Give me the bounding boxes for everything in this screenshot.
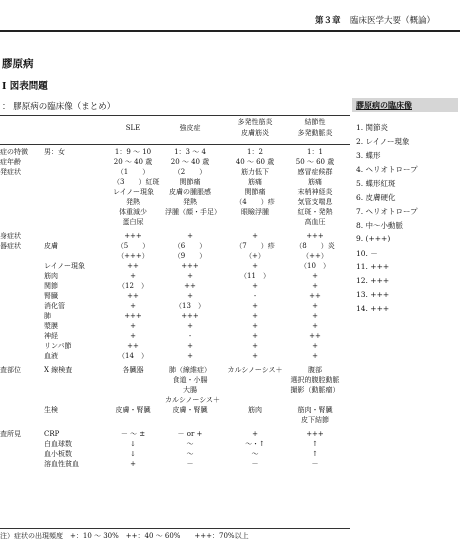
general-cell: 1：9 ～ 10 — [114, 148, 152, 156]
organs-cell: + — [252, 232, 258, 240]
symptom-cell: 高血圧 — [304, 218, 326, 226]
exam-cell: カルシノーシス＋ — [227, 366, 283, 374]
labs-cell: － — [186, 460, 194, 468]
answer-item: 9. (+++) — [356, 234, 391, 243]
organs-cell: + — [312, 322, 318, 330]
organs-cell: +++ — [181, 312, 199, 320]
organs-cell: + — [312, 352, 318, 360]
organs-cell: 皮膚 — [44, 242, 58, 250]
organs-cell: （9 ） — [173, 252, 207, 260]
answer-item: 10. － — [356, 249, 378, 258]
answer-item: 12. +++ — [356, 276, 390, 285]
general-cell: 1：3 ～ 4 — [174, 148, 206, 156]
table-header-rule — [0, 144, 350, 145]
table-bottom-rule — [0, 528, 350, 529]
organs-cell: 漿膜 — [44, 322, 58, 330]
header-scleroderma: 強皮症 — [179, 124, 201, 132]
labs-cell: + — [252, 430, 258, 438]
labs-cell: ↑ — [312, 450, 318, 458]
answer-item: 13. +++ — [356, 290, 390, 299]
labs-cell: 溶血性貧血 — [44, 460, 79, 468]
organs-cell: +++ — [306, 232, 324, 240]
organs-cell: （12 ） — [118, 282, 148, 290]
organs-cell: + — [252, 342, 258, 350]
exam-cell: 選択的腹腔動脈 — [290, 376, 340, 384]
organs-cell: ++ — [184, 282, 196, 290]
answer-item: 11. +++ — [356, 262, 390, 271]
organs-cell: （8 ）炎 — [295, 242, 335, 250]
exam-cell: 腹部 — [308, 366, 322, 374]
organs-cell: ++ — [127, 292, 139, 300]
subsection-marker: Ⅰ — [2, 81, 10, 92]
organs-cell: 腎臓 — [44, 292, 58, 300]
symptom-cell: 筋痛 — [308, 178, 322, 186]
organs-cell: （5 ） — [116, 242, 150, 250]
labs-cell: + — [130, 460, 136, 468]
organs-cell: + — [130, 272, 136, 280]
general-cell: 20 ～ 40 歳 — [170, 158, 210, 166]
subsection-title: Ⅰ 図表問題 — [2, 81, 48, 92]
general-cell: 40 ～ 60 歳 — [235, 158, 275, 166]
answer-item: 5. 蝶形紅斑 — [356, 179, 396, 188]
organs-cell: + — [312, 312, 318, 320]
organs-cell: + — [130, 332, 136, 340]
organs-cell: ++ — [127, 342, 139, 350]
organs-cell: + — [252, 282, 258, 290]
table-title: ： 膠原病の臨床像（まとめ） — [2, 102, 116, 112]
labs-cell: － — [251, 460, 259, 468]
organs-cell: + — [187, 292, 193, 300]
symptom-cell: 発熱 — [183, 198, 197, 206]
organs-cell: （7 ）疹 — [235, 242, 275, 250]
answer-item: 1. 関節炎 — [356, 123, 389, 132]
exam-cell: カルシノーシス＋ — [165, 396, 220, 404]
exam-cell: 食道・小腸 — [172, 376, 208, 384]
organs-cell: + — [252, 312, 258, 320]
organs-cell: 身症状 — [0, 232, 21, 240]
general-cell: 男：女 — [44, 148, 65, 156]
answer-item: 7. ヘリオトロープ — [356, 207, 418, 216]
general-cell: 1：2 — [247, 148, 263, 156]
labs-cell: 査所見 — [0, 430, 21, 438]
organs-cell: +++ — [124, 232, 142, 240]
labs-cell: 血小板数 — [44, 450, 72, 458]
header-pan-1: 結節性 — [304, 118, 326, 126]
organs-cell: （10 ） — [300, 262, 330, 270]
labs-cell: 白血球数 — [44, 440, 72, 448]
organs-cell: + — [312, 342, 318, 350]
organs-cell: +++ — [124, 312, 142, 320]
answer-item: 14. +++ — [356, 304, 390, 313]
header-pm-1: 多発性筋炎 — [237, 118, 273, 126]
organs-cell: 筋肉 — [44, 272, 58, 280]
symptom-cell: 体重減少 — [119, 208, 147, 216]
organs-cell: （11 ） — [240, 272, 270, 280]
chapter-title: 臨床医学大要（概論） — [350, 16, 436, 26]
symptom-cell: 蛋白尿 — [122, 218, 144, 226]
organs-cell: （13 ） — [175, 302, 205, 310]
organs-cell: + — [252, 332, 258, 340]
header-pan-2: 多発動脈炎 — [297, 129, 333, 137]
labs-cell: ↓ — [130, 440, 136, 448]
exam-cell: 各臓器 — [122, 366, 144, 374]
organs-cell: 器症状 — [0, 242, 21, 250]
answer-item: 6. 皮膚硬化 — [356, 193, 396, 202]
symptom-cell: 筋痛 — [248, 178, 262, 186]
answer-item: 4. ヘリオトロープ — [356, 165, 418, 174]
exam-cell: X 線検査 — [44, 366, 73, 374]
organs-cell: ++ — [309, 332, 321, 340]
general-cell: 1：1 — [307, 148, 323, 156]
organs-cell: 消化管 — [44, 302, 65, 310]
organs-cell: + — [187, 342, 193, 350]
organs-cell: （14 ） — [118, 352, 148, 360]
general-cell: （2 ） — [173, 168, 207, 176]
exam-cell: 皮膚・腎臓 — [115, 406, 151, 414]
general-cell: 症の特徴 — [0, 148, 28, 156]
organs-cell: + — [252, 322, 258, 330]
organs-cell: + — [312, 272, 318, 280]
header-rule — [0, 30, 460, 32]
symptom-cell: レイノー現象 — [113, 188, 155, 196]
organs-cell: リンパ節 — [44, 342, 72, 350]
answer-item: 2. レイノー現象 — [356, 137, 410, 146]
labs-cell: CRP — [44, 430, 60, 438]
general-cell: 発症状 — [0, 168, 21, 176]
organs-cell: + — [312, 302, 318, 310]
organs-cell: レイノー現象 — [44, 262, 86, 270]
organs-cell: - — [188, 332, 192, 340]
labs-cell: ～ — [186, 440, 194, 448]
exam-cell: 撮影（動脈瘤） — [290, 386, 340, 394]
table-top-rule — [0, 115, 350, 116]
organs-cell: + — [312, 282, 318, 290]
organs-cell: 血液 — [44, 352, 58, 360]
organs-cell: ++ — [309, 292, 321, 300]
general-cell: 筋力低下 — [241, 168, 269, 176]
organs-cell: +++ — [181, 262, 199, 270]
general-cell: 20 ～ 40 歳 — [113, 158, 153, 166]
exam-cell: 肺（線維症） — [169, 366, 211, 374]
labs-cell: ～ — [186, 450, 194, 458]
labs-cell: +++ — [306, 430, 324, 438]
section-title: 膠原病 — [2, 58, 34, 70]
symptom-cell: （4 ）疹 — [235, 198, 275, 206]
exam-cell: 査部位 — [0, 366, 21, 374]
general-cell: 感冒症候群 — [297, 168, 333, 176]
symptom-cell: （3 ）紅斑 — [113, 178, 160, 186]
exam-cell: 皮下結節 — [301, 416, 329, 424]
organs-cell: + — [130, 322, 136, 330]
labs-cell: － — [311, 460, 319, 468]
organs-cell: （+++） — [117, 252, 149, 260]
organs-cell: （+） — [245, 252, 265, 260]
organs-cell: + — [130, 302, 136, 310]
organs-cell: 肺 — [44, 312, 51, 320]
labs-cell: － or + — [177, 430, 203, 438]
exam-cell: 筋肉 — [248, 406, 262, 414]
symptom-cell: 皮膚の腫脹感 — [169, 188, 211, 196]
exam-cell: 筋肉・腎臓 — [297, 406, 333, 414]
symptom-cell: 気管支喘息 — [297, 198, 333, 206]
organs-cell: + — [252, 262, 258, 270]
labs-cell: ～ — [251, 450, 259, 458]
header-pm-2: 皮膚筋炎 — [241, 129, 269, 137]
labs-cell: ～・↑ — [245, 440, 265, 448]
organs-cell: + — [252, 352, 258, 360]
symptom-cell: 眼瞼浮腫 — [241, 208, 269, 216]
organs-cell: + — [252, 302, 258, 310]
organs-cell: + — [187, 232, 193, 240]
organs-cell: 神経 — [44, 332, 58, 340]
organs-cell: （6 ） — [173, 242, 207, 250]
organs-cell: 関節 — [44, 282, 58, 290]
answer-item: 3. 蝶形 — [356, 151, 381, 160]
answer-title: 膠原病の臨床像 — [356, 100, 412, 110]
labs-cell: ↓ — [130, 450, 136, 458]
organs-cell: （++） — [302, 252, 328, 260]
general-cell: 50 ～ 60 歳 — [295, 158, 335, 166]
general-cell: 症年齢 — [0, 158, 21, 166]
organs-cell: + — [187, 272, 193, 280]
labs-cell: － ～ ± — [120, 430, 146, 438]
exam-cell: 大腸 — [183, 386, 197, 394]
general-cell: （1 ） — [116, 168, 150, 176]
labs-cell: ↑ — [312, 440, 318, 448]
organs-cell: - — [253, 292, 257, 300]
table-marker: ： — [2, 102, 14, 112]
symptom-cell: 関節痛 — [244, 188, 266, 196]
organs-cell: + — [187, 352, 193, 360]
symptom-cell: 紅斑・発熱 — [297, 208, 333, 216]
organs-cell: ++ — [127, 262, 139, 270]
chapter-number: 第３章 — [315, 16, 341, 26]
header-sle: SLE — [125, 124, 141, 132]
answer-item: 8. 中～小動脈 — [356, 221, 404, 230]
symptom-cell: 発熱 — [126, 198, 140, 206]
exam-cell: 皮膚・腎臓 — [172, 406, 208, 414]
footnote: 注）症状の出現頻度 +：10 ～ 30% ++：40 ～ 60% +++：70%以上 — [0, 532, 249, 540]
exam-cell: 生検 — [44, 406, 58, 414]
symptom-cell: 末梢神経炎 — [297, 188, 333, 196]
organs-cell: + — [187, 322, 193, 330]
symptom-cell: 浮腫（顔・手足） — [165, 208, 221, 216]
symptom-cell: 関節痛 — [179, 178, 201, 186]
